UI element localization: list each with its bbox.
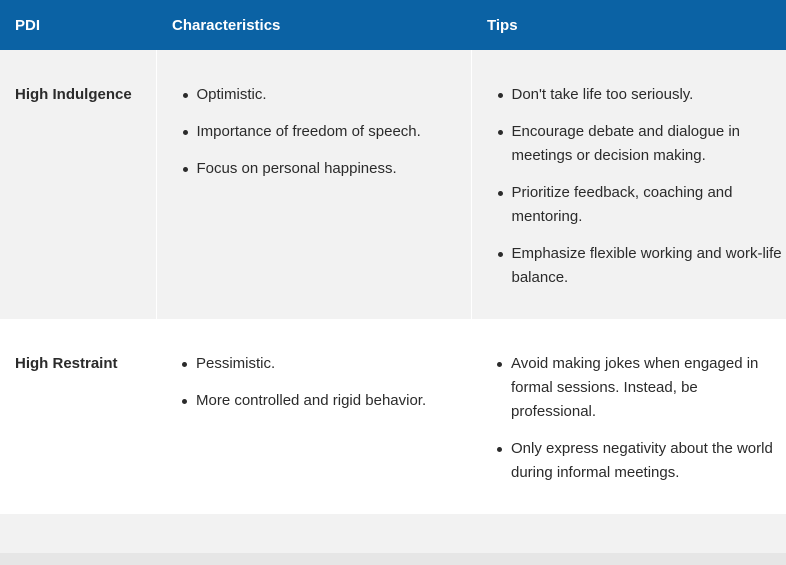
header-characteristics: Characteristics xyxy=(172,16,281,34)
empty-cell xyxy=(471,514,786,554)
characteristics-list xyxy=(157,83,471,181)
header-pdi: PDI xyxy=(15,16,41,34)
list-item: Only express negativity about the world during informal meetings. xyxy=(497,437,786,485)
header-row xyxy=(0,0,786,50)
list-item: Pessimistic. xyxy=(182,352,471,376)
characteristics-cell xyxy=(156,50,471,319)
tips-list xyxy=(472,83,786,290)
list-item: Optimistic. xyxy=(183,83,471,107)
row-name-cell xyxy=(0,319,156,514)
list-item: Encourage debate and dialogue in meetings or decision making. xyxy=(498,120,786,168)
list-item: Prioritize feedback, coaching and mentoring. xyxy=(498,181,786,229)
table-header xyxy=(0,0,786,50)
characteristics-list xyxy=(156,352,471,413)
list-item: Importance of freedom of speech. xyxy=(183,120,471,144)
bottom-divider xyxy=(0,553,786,565)
table-body xyxy=(0,50,786,554)
row-name: High Indulgence xyxy=(15,86,132,103)
table-row-high-indulgence xyxy=(0,50,786,319)
tips-cell xyxy=(471,50,786,319)
row-name: High Restraint xyxy=(15,355,118,372)
table-row-high-restraint xyxy=(0,319,786,514)
table-row-empty xyxy=(0,514,786,554)
tips-cell xyxy=(471,319,786,514)
header-tips: Tips xyxy=(487,16,518,34)
list-item: Avoid making jokes when engaged in formal sessions. Instead, be professional. xyxy=(497,352,786,424)
row-name-cell xyxy=(0,50,156,319)
tips-list xyxy=(471,352,786,485)
characteristics-cell xyxy=(156,319,471,514)
empty-cell xyxy=(0,514,156,554)
empty-cell xyxy=(156,514,471,554)
list-item: Don't take life too seriously. xyxy=(498,83,786,107)
list-item: More controlled and rigid behavior. xyxy=(182,389,471,413)
list-item: Focus on personal happiness. xyxy=(183,157,471,181)
list-item: Emphasize flexible working and work-life balance. xyxy=(498,242,786,290)
